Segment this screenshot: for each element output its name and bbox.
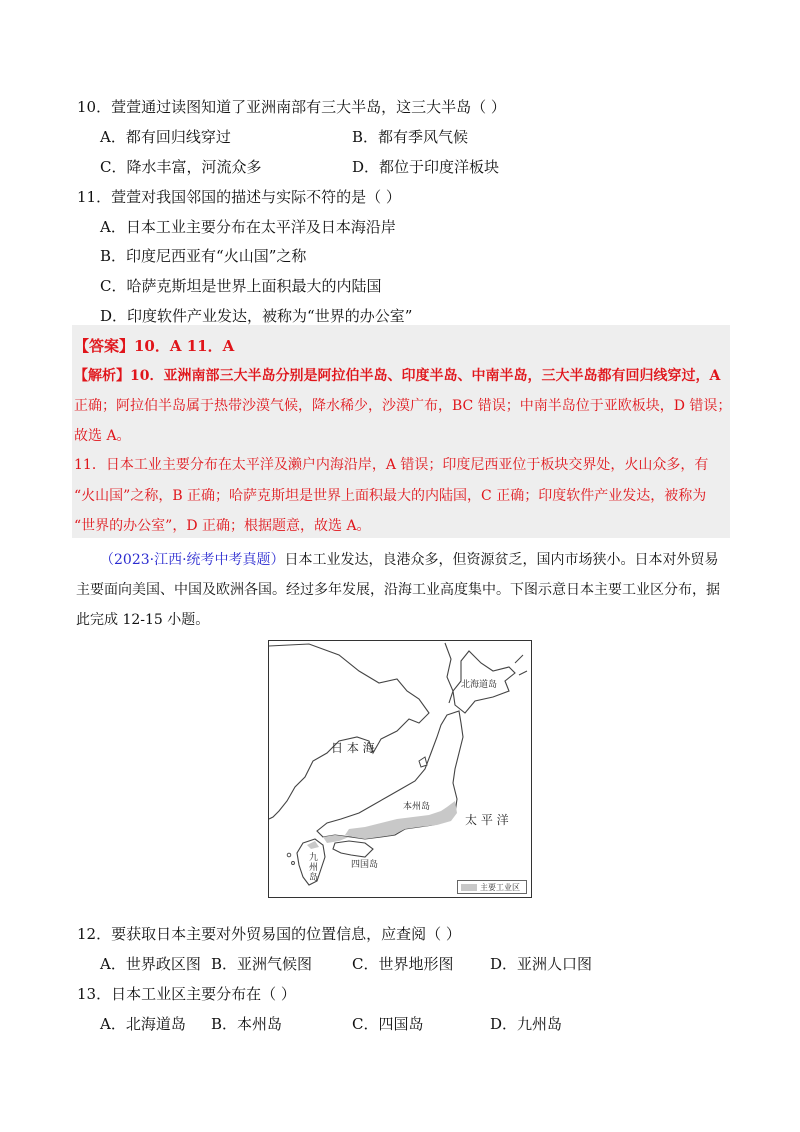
q12-option-b: B．亚洲气候图: [211, 955, 313, 973]
q12-option-c: C．世界地形图: [352, 955, 454, 973]
map-legend: [457, 880, 527, 894]
q10-stem: 10．萱萱通过读图知道了亚洲南部有三大半岛，这三大半岛（ ）: [77, 98, 506, 116]
q10-option-b: B．都有季风气候: [352, 128, 469, 146]
q12-option-d: D．亚洲人口图: [490, 955, 593, 973]
explanation-line-1: 【解析】10．亚洲南部三大半岛分别是阿拉伯半岛、印度半岛、中南半岛，三大半岛都有回归线穿过，A: [74, 368, 721, 384]
small-island: [287, 853, 291, 857]
q13-option-d: D．九州岛: [490, 1015, 563, 1033]
label-hokkaido: 北海道岛: [461, 680, 498, 690]
q13-stem: 13．日本工业区主要分布在（ ）: [77, 985, 296, 1003]
q10-option-d: D．都位于印度洋板块: [352, 158, 500, 176]
passage-source: （2023·江西·统考中考真题）: [100, 552, 285, 568]
shikoku-outline: [333, 841, 373, 857]
explanation-line-6: “世界的办公室”，D 正确；根据题意，故选 A。: [74, 518, 371, 534]
small-island: [292, 862, 295, 865]
legend-swatch: [461, 884, 477, 891]
sakhalin: [445, 643, 453, 703]
explanation-line-4: 11．日本工业主要分布在太平洋及濑户内海沿岸，A 错误；印度尼西亚位于板块交界处，火山众多，有: [74, 457, 709, 473]
q13-option-b: B．本州岛: [211, 1015, 283, 1033]
label-sea-of-japan: 日 本 海: [331, 741, 375, 755]
q11-option-d: D．印度软件产业发达，被称为“世界的办公室”: [100, 307, 413, 325]
q10-option-c: C．降水丰富，河流众多: [100, 158, 262, 176]
answer-box: [72, 325, 730, 538]
label-honshu: 本州岛: [403, 802, 431, 812]
q12-option-a: A．世界政区图: [100, 955, 201, 973]
label-kyushu: 九州岛: [309, 853, 319, 883]
passage-line-1: [100, 550, 719, 570]
q10-option-a: A．都有回归线穿过: [100, 128, 231, 146]
label-pacific: 太 平 洋: [465, 813, 509, 827]
explanation-line-3: 故选 A。: [74, 428, 131, 444]
passage-text-1: 日本工业发达，良港众多，但资源贫乏，国内市场狭小。日本对外贸易: [284, 552, 719, 568]
passage-line-3: 此完成 12-15 小题。: [76, 612, 210, 628]
answer-line: 【答案】10．A 11．A: [74, 337, 235, 355]
q11-option-b: B．印度尼西亚有“火山国”之称: [100, 247, 307, 265]
q12-stem: 12．要获取日本主要对外贸易国的位置信息，应查阅（ ）: [77, 925, 461, 943]
explanation-line-5: “火山国”之称，B 正确；哈萨克斯坦是世界上面积最大的内陆国，C 正确；印度软件产业发达，被称为: [74, 488, 707, 504]
q13-option-a: A．北海道岛: [100, 1015, 186, 1033]
label-shikoku: 四国岛: [351, 860, 379, 870]
japan-industry-map: [268, 640, 532, 898]
explanation-line-2: 正确；阿拉伯半岛属于热带沙漠气候，降水稀少，沙漠广布，BC 错误；中南半岛位于亚欧板块，D 错误；: [74, 398, 732, 414]
q13-option-c: C．四国岛: [352, 1015, 424, 1033]
passage-line-2: 主要面向美国、中国及欧洲各国。经过多年发展，沿海工业高度集中。下图示意日本主要工业区分布，据: [76, 582, 720, 598]
q11-option-c: C．哈萨克斯坦是世界上面积最大的内陆国: [100, 277, 382, 295]
q11-option-a: A．日本工业主要分布在太平洋及日本海沿岸: [100, 218, 396, 236]
q11-stem: 11．萱萱对我国邻国的描述与实际不符的是（ ）: [77, 188, 401, 206]
kuril-islands: [515, 655, 527, 675]
legend-label: 主要工业区: [480, 882, 520, 892]
sado-island: [419, 757, 427, 767]
